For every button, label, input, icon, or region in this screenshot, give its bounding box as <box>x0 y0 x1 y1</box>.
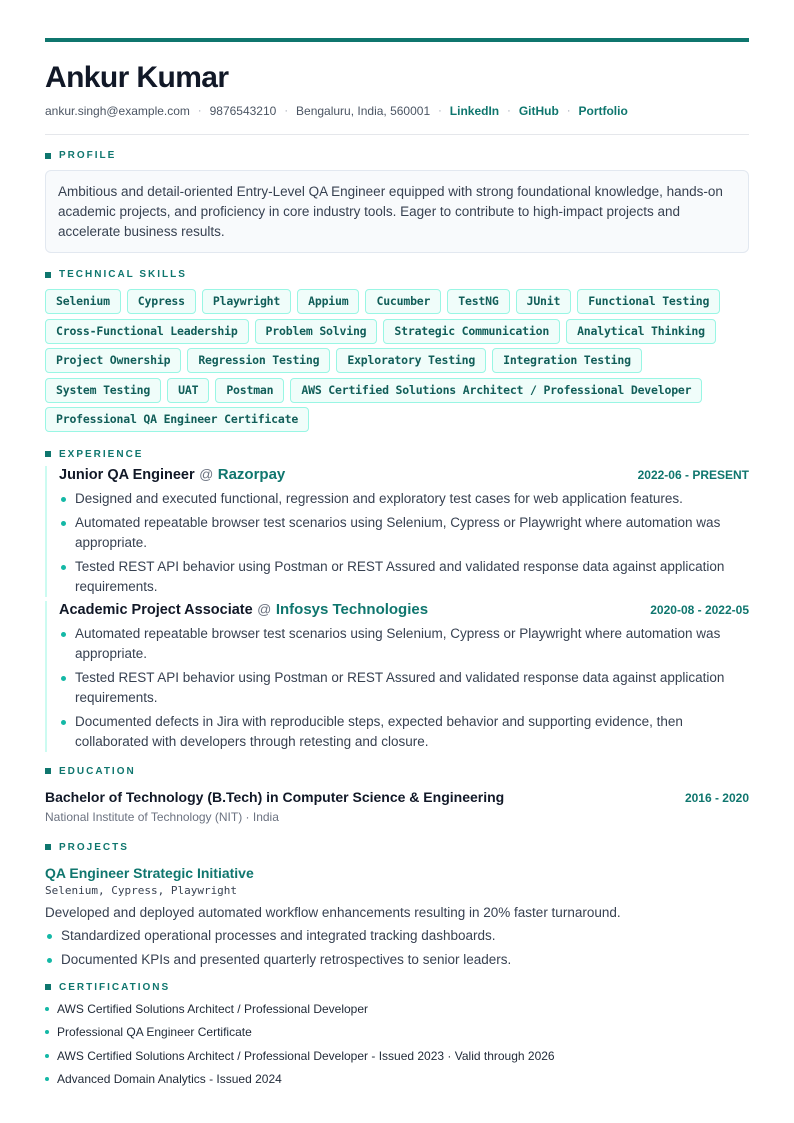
degree: Bachelor of Technology (B.Tech) in Computer Science & Engineering <box>45 788 505 805</box>
section-title-text: EDUCATION <box>59 765 136 777</box>
list-item <box>59 557 749 597</box>
section-marker-icon <box>45 153 51 159</box>
bullet-icon <box>45 1077 49 1081</box>
bullet-text: Tested REST API behavior using Postman or REST Assured and validated response data against application requirements. <box>75 558 725 594</box>
separator: · <box>197 105 202 117</box>
skill-chip: UAT <box>167 378 209 403</box>
divider <box>45 134 749 135</box>
section-marker-icon <box>45 768 51 774</box>
section-marker-icon <box>45 451 51 457</box>
contact-line <box>45 104 749 118</box>
job-company: Infosys Technologies <box>275 600 429 618</box>
email[interactable]: ankur.singh@example.com <box>45 104 190 118</box>
certification-text: Advanced Domain Analytics - Issued 2024 <box>57 1072 282 1086</box>
job-bullets <box>59 489 749 597</box>
bullet-icon <box>47 958 52 963</box>
section-title-profile <box>45 150 749 161</box>
bullet-text: Automated repeatable browser test scenarios using Selenium, Cypress or Playwright where automation was appropriate. <box>75 514 721 550</box>
list-item <box>59 489 749 509</box>
job-company: Razorpay <box>217 465 286 483</box>
candidate-name: Ankur Kumar <box>45 61 229 94</box>
list-item <box>45 926 749 946</box>
section-title-certifications <box>45 982 749 993</box>
institution: National Institute of Technology (NIT) · India <box>45 809 279 824</box>
bullet-icon <box>47 934 52 939</box>
project-bullets <box>45 926 749 970</box>
project-description: Developed and deployed automated workflow enhancements resulting in 20% faster turnaround. <box>45 904 621 920</box>
phone: 9876543210 <box>209 104 277 118</box>
job-header <box>59 466 749 484</box>
skills-list <box>45 289 749 437</box>
certification-text: AWS Certified Solutions Architect / Professional Developer <box>57 1001 369 1016</box>
project-title: QA Engineer Strategic Initiative <box>45 864 254 881</box>
experience-item <box>45 466 749 597</box>
bullet-icon <box>45 1054 49 1058</box>
separator: · <box>507 105 511 117</box>
section-title-text: PROJECTS <box>59 841 129 853</box>
bullet-icon <box>61 632 66 637</box>
accent-bar <box>45 38 749 42</box>
skill-chip: Functional Testing <box>577 289 720 314</box>
section-marker-icon <box>45 272 51 278</box>
skill-chip: Selenium <box>45 289 121 314</box>
skill-chip: Analytical Thinking <box>566 319 716 344</box>
section-title-education <box>45 766 749 777</box>
skill-chip: System Testing <box>45 378 161 403</box>
education-item <box>45 789 749 824</box>
bullet-icon <box>61 497 66 502</box>
linkedin-link[interactable]: LinkedIn <box>449 104 500 118</box>
skill-chip: Cross-Functional Leadership <box>45 319 249 344</box>
skill-chip: Appium <box>297 289 359 314</box>
section-title-experience <box>45 449 749 460</box>
skill-chip: Problem Solving <box>255 319 378 344</box>
list-item <box>45 1048 749 1064</box>
bullet-icon <box>45 1007 49 1011</box>
section-marker-icon <box>45 984 51 990</box>
certification-text: Professional QA Engineer Certificate <box>57 1025 252 1039</box>
bullet-text: Documented defects in Jira with reproducible steps, expected behavior and supporting evidence, then collaborated with developers through retesting and closure. <box>75 713 683 749</box>
skill-chip: JUnit <box>516 289 572 314</box>
profile-summary: Ambitious and detail-oriented Entry-Level QA Engineer equipped with strong foundational knowledge, hands-on academic projects, and proficiency in core industry tools. Eager to contribute to high-impact projects and accelerate business results. <box>45 170 749 253</box>
list-item <box>59 668 749 708</box>
section-title-text: CERTIFICATIONS <box>59 981 171 993</box>
job-dates: 2020-08 - 2022-05 <box>650 602 749 617</box>
job-header <box>59 601 749 619</box>
list-item <box>45 950 749 970</box>
project-item <box>45 865 749 970</box>
skill-chip: Postman <box>215 378 284 403</box>
bullet-text: Automated repeatable browser test scenarios using Selenium, Cypress or Playwright where automation was appropriate. <box>75 625 721 661</box>
section-title-text: PROFILE <box>59 150 117 161</box>
skill-chip: Cucumber <box>365 289 441 314</box>
bullet-text: Tested REST API behavior using Postman or REST Assured and validated response data against application requirements. <box>75 669 725 705</box>
education-header <box>45 789 749 805</box>
skill-chip: AWS Certified Solutions Architect / Professional Developer <box>290 378 702 403</box>
at-symbol: @ <box>257 600 272 617</box>
location: Bengaluru, India, 560001 <box>296 104 431 118</box>
section-title-skills <box>45 269 749 280</box>
education-dates: 2016 - 2020 <box>684 790 749 805</box>
list-item <box>59 624 749 664</box>
job-role: Junior QA Engineer <box>59 466 195 483</box>
bullet-icon <box>45 1030 49 1034</box>
skill-chip: Playwright <box>202 289 291 314</box>
separator: · <box>566 105 571 117</box>
project-tech-stack: Selenium, Cypress, Playwright <box>45 883 238 897</box>
skill-chip: Strategic Communication <box>383 319 560 344</box>
skill-chip: TestNG <box>447 289 509 314</box>
bullet-icon <box>61 676 66 681</box>
certifications-list <box>45 1001 749 1088</box>
skill-chip: Regression Testing <box>187 348 330 373</box>
bullet-icon <box>61 565 66 570</box>
certification-text: AWS Certified Solutions Architect / Professional Developer - Issued 2023 · Valid through 2026 <box>57 1048 555 1063</box>
at-symbol: @ <box>199 465 214 482</box>
list-item <box>45 1024 749 1040</box>
skill-chip: Cypress <box>127 289 196 314</box>
bullet-text: Designed and executed functional, regression and exploratory test cases for web application features. <box>75 490 683 506</box>
job-bullets <box>59 624 749 752</box>
section-marker-icon <box>45 844 51 850</box>
job-dates: 2022-06 - PRESENT <box>637 467 749 482</box>
bullet-text: Standardized operational processes and integrated tracking dashboards. <box>61 927 496 943</box>
bullet-icon <box>61 521 66 526</box>
list-item <box>45 1071 749 1087</box>
section-title-projects <box>45 842 749 853</box>
separator: · <box>284 105 289 117</box>
section-title-text: TECHNICAL SKILLS <box>59 269 187 280</box>
bullet-icon <box>61 720 66 725</box>
resume-page <box>45 38 749 1095</box>
list-item <box>59 513 749 553</box>
skill-chip: Exploratory Testing <box>336 348 486 373</box>
separator: · <box>438 105 442 117</box>
bullet-text: Documented KPIs and presented quarterly retrospectives to senior leaders. <box>61 951 512 967</box>
list-item <box>59 712 749 752</box>
skill-chip: Project Ownership <box>45 348 181 373</box>
job-role: Academic Project Associate <box>59 601 253 618</box>
experience-item <box>45 601 749 752</box>
skill-chip: Professional QA Engineer Certificate <box>45 407 309 432</box>
portfolio-link[interactable]: Portfolio <box>578 104 628 118</box>
section-title-text: EXPERIENCE <box>59 448 144 460</box>
skill-chip: Integration Testing <box>492 348 642 373</box>
list-item <box>45 1001 749 1017</box>
github-link[interactable]: GitHub <box>518 104 559 118</box>
